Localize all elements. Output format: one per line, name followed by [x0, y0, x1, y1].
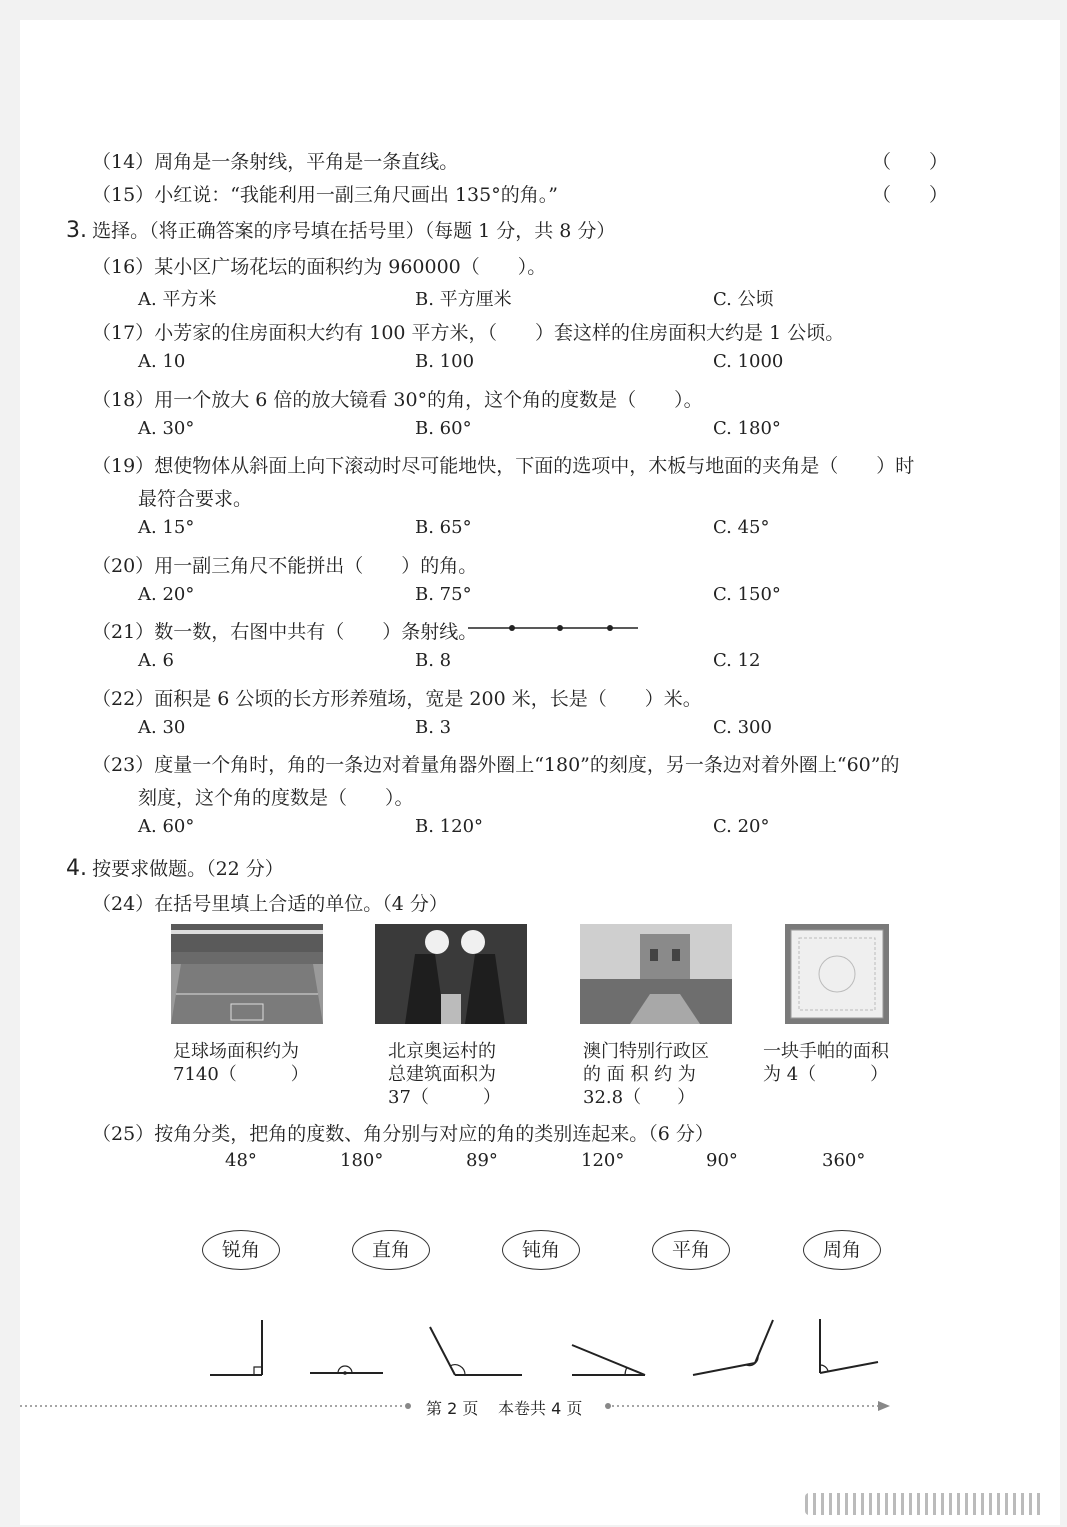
option-c[interactable]: C. 20°	[713, 816, 770, 837]
degree-value[interactable]: 90°	[706, 1150, 738, 1171]
angle-category[interactable]: 钝角	[502, 1230, 580, 1270]
option-c[interactable]: C. 300	[713, 717, 772, 738]
question-text: 在括号里填上合适的单位。（4 分）	[154, 893, 448, 915]
question-number: （20）	[92, 555, 155, 577]
option-a[interactable]: A. 60°	[138, 816, 195, 837]
straight-angle-drawing	[310, 1366, 383, 1375]
angle-category[interactable]: 平角	[652, 1230, 730, 1270]
ray-diagram	[468, 620, 640, 636]
right-angle-drawing	[210, 1320, 262, 1375]
beijing-olympic-village-photo	[375, 924, 527, 1024]
caption-line: 37（ ）	[388, 1087, 501, 1108]
question-text-continued: 刻度，这个角的度数是（ ）。	[138, 787, 414, 809]
answer-paren-14[interactable]: （ ）	[872, 151, 949, 173]
acute-angle-drawing	[572, 1345, 645, 1375]
caption-line: 的 面 积 约 为	[583, 1064, 696, 1085]
choice-question	[92, 750, 900, 777]
photo-caption	[173, 1040, 333, 1086]
answer-paren-15[interactable]: （ ）	[872, 184, 949, 206]
option-b[interactable]: B. 8	[415, 650, 452, 671]
option-b[interactable]: B. 75°	[415, 584, 472, 605]
question-text: 用一副三角尺不能拼出（ ）的角。	[154, 555, 478, 577]
caption-line: 为 4（ ）	[763, 1064, 889, 1085]
option-a[interactable]: A. 30°	[138, 418, 195, 439]
choice-question	[92, 617, 477, 644]
angle-category[interactable]: 周角	[803, 1230, 881, 1270]
option-b[interactable]: B. 100	[415, 351, 475, 372]
question-number: （24）	[92, 893, 155, 915]
question-text: 某小区广场花坛的面积约为 960000（ ）。	[154, 256, 547, 278]
caption-line: 7140（ ）	[173, 1064, 309, 1085]
footer-total: 本卷共 4 页	[498, 1399, 583, 1418]
macau-ruins-photo	[580, 924, 732, 1024]
option-c[interactable]: C. 1000	[713, 351, 784, 372]
caption-line: 足球场面积约为	[173, 1041, 299, 1062]
degree-value[interactable]: 360°	[822, 1150, 866, 1171]
choice-question	[92, 684, 702, 711]
option-c[interactable]: C. 公顷	[713, 289, 774, 310]
acute-angle-drawing-2	[820, 1319, 878, 1373]
section-title: 选择。（将正确答案的序号填在括号里）（每题 1 分，共 8 分）	[92, 220, 616, 242]
question-text: 用一个放大 6 倍的放大镜看 30°的角，这个角的度数是（ ）。	[154, 389, 703, 411]
caption-line: 一块手帕的面积	[763, 1041, 889, 1062]
degree-value[interactable]: 48°	[225, 1150, 257, 1171]
option-a[interactable]: A. 6	[138, 650, 174, 671]
section-4-heading	[66, 854, 284, 881]
question-text: 小红说：“我能利用一副三角尺画出 135°的角。”	[154, 184, 558, 206]
question-number: （14）	[92, 151, 155, 173]
question-text-continued: 最符合要求。	[138, 488, 253, 510]
option-c[interactable]: C. 12	[713, 650, 761, 671]
degree-value[interactable]: 120°	[581, 1150, 625, 1171]
choice-question	[92, 318, 844, 345]
option-b[interactable]: B. 65°	[415, 517, 472, 538]
handkerchief-photo	[785, 924, 889, 1024]
degree-value[interactable]: 180°	[340, 1150, 384, 1171]
question-number: （19）	[92, 455, 155, 477]
question-number: （17）	[92, 322, 155, 344]
photo-caption	[583, 1040, 743, 1109]
question-number: （21）	[92, 621, 155, 643]
photo-caption	[763, 1040, 923, 1086]
question-text: 周角是一条射线，平角是一条直线。	[154, 151, 459, 173]
choice-question	[92, 451, 914, 478]
obtuse-angle-drawing-2	[693, 1320, 773, 1375]
option-b[interactable]: B. 3	[415, 717, 452, 738]
question-25	[92, 1119, 714, 1146]
angle-category[interactable]: 直角	[352, 1230, 430, 1270]
angle-category[interactable]: 锐角	[202, 1230, 280, 1270]
option-b[interactable]: B. 120°	[415, 816, 484, 837]
option-a[interactable]: A. 15°	[138, 517, 195, 538]
option-b[interactable]: B. 平方厘米	[415, 289, 512, 310]
choice-question	[92, 551, 477, 578]
question-number: （18）	[92, 389, 155, 411]
question-text: 小芳家的住房面积大约有 100 平方米，（ ）套这样的住房面积大约是 1 公顷。	[154, 322, 845, 344]
caption-line: 32.8（ ）	[583, 1087, 696, 1108]
question-number: （15）	[92, 184, 155, 206]
question-15	[92, 180, 558, 207]
section-number: 4.	[66, 856, 87, 881]
question-text: 度量一个角时，角的一条边对着量角器外圈上“180”的刻度，另一条边对着外圈上“60”的	[154, 754, 900, 776]
caption-line: 北京奥运村的	[388, 1041, 496, 1062]
football-stadium-photo	[171, 924, 323, 1024]
section-title: 按要求做题。（22 分）	[92, 858, 284, 880]
choice-question	[92, 385, 703, 412]
question-number: （16）	[92, 256, 155, 278]
question-number: （23）	[92, 754, 155, 776]
option-c[interactable]: C. 150°	[713, 584, 781, 605]
section-number: 3.	[66, 218, 87, 243]
option-c[interactable]: C. 45°	[713, 517, 770, 538]
question-text: 按角分类，把角的度数、角分别与对应的角的类别连起来。（6 分）	[154, 1123, 714, 1145]
caption-line: 总建筑面积为	[388, 1064, 496, 1085]
question-text: 面积是 6 公顷的长方形养殖场，宽是 200 米，长是（ ）米。	[154, 688, 702, 710]
question-14	[92, 147, 458, 174]
angle-drawings	[200, 1315, 900, 1385]
question-number: （22）	[92, 688, 155, 710]
section-3-heading	[66, 216, 615, 243]
option-a[interactable]: A. 30	[138, 717, 186, 738]
scan-edge-marks	[805, 1493, 1045, 1515]
option-a[interactable]: A. 20°	[138, 584, 195, 605]
footer-page: 第 2 页	[426, 1399, 479, 1418]
question-text: 数一数，右图中共有（ ）条射线。	[154, 621, 478, 643]
option-b[interactable]: B. 60°	[415, 418, 472, 439]
option-a[interactable]: A. 10	[138, 351, 186, 372]
option-a[interactable]: A. 平方米	[138, 289, 217, 310]
question-24	[92, 889, 448, 916]
degree-value[interactable]: 89°	[466, 1150, 498, 1171]
choice-question	[92, 252, 546, 279]
photo-caption	[388, 1040, 548, 1109]
caption-line: 澳门特别行政区	[583, 1041, 709, 1062]
obtuse-angle-drawing	[430, 1327, 522, 1375]
option-c[interactable]: C. 180°	[713, 418, 781, 439]
question-number: （25）	[92, 1123, 155, 1145]
question-text: 想使物体从斜面上向下滚动时尽可能地快，下面的选项中，木板与地面的夹角是（ ）时	[154, 455, 915, 477]
